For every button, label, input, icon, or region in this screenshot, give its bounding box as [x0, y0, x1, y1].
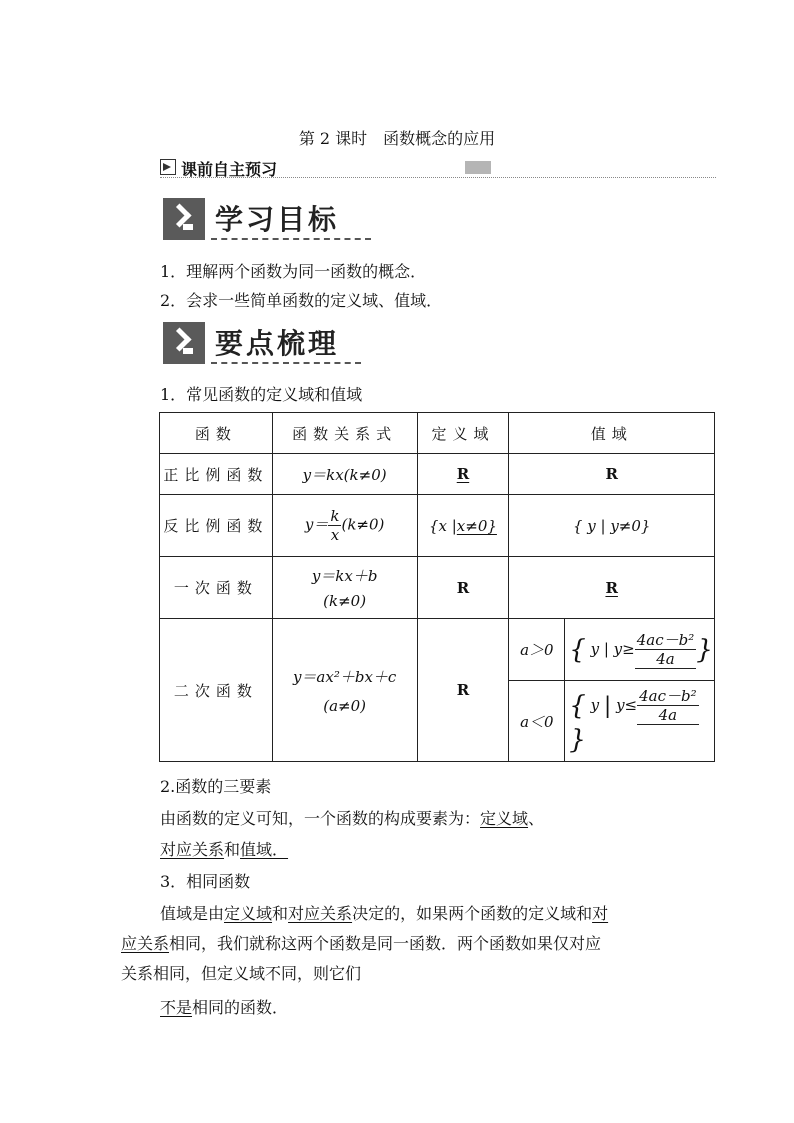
check-arrow-icon [163, 198, 205, 240]
table-row: 正比例函数 y＝kx(k≠0) R R [160, 454, 715, 495]
section-bar [160, 157, 716, 179]
check-arrow-icon [163, 322, 205, 364]
heading-study-goals: 学习目标 [163, 198, 373, 242]
paragraph-3-line4: 不是相同的函数． [160, 998, 289, 1017]
paragraph-2-line2: 对应关系和值域． [160, 840, 289, 859]
paragraph-2-line1: 由函数的定义可知，一个函数的构成要素为：定义域、 [160, 809, 545, 828]
sub-heading-1: 1．常见函数的定义域和值域 [160, 385, 363, 404]
sub-heading-2: 2.函数的三要素 [160, 777, 272, 796]
sub-heading-3: 3．相同函数 [160, 872, 251, 891]
paragraph-3-line2: 应关系相同，我们就称这两个函数是同一函数．两个函数如果仅对应 [121, 934, 602, 953]
function-table [159, 412, 715, 762]
section-dotted-rule [160, 177, 716, 178]
section-label: 课前自主预习 [181, 160, 278, 179]
table-row: a＜0 { y | y≤ $\frac{\text{4ac－b²}}{4a}$ } [160, 681, 715, 762]
table-header-row: 函数 函数关系式 定义域 值域 [160, 413, 715, 454]
paragraph-3-line1: 值域是由定义域和对应关系决定的，如果两个函数的定义域和对 [160, 904, 609, 923]
goal-2: 2．会求一些简单函数的定义域、值域． [160, 291, 443, 310]
table-row: 反比例函数 y＝ $\frac{k}{x}$ (k≠0) {x |x≠0} { y | y≠0} [160, 495, 715, 557]
page-title: 第 2 课时 函数概念的应用 [298, 129, 496, 148]
paragraph-3-line3: 关系相同，但定义域不同，则它们 [121, 964, 362, 983]
goal-1: 1．理解两个函数为同一函数的概念． [160, 262, 427, 281]
table-row: 一次函数 y＝kx＋b (k≠0) R R [160, 557, 715, 619]
heading-key-points: 要点梳理 [163, 322, 363, 366]
play-box-icon [160, 159, 176, 175]
section-grey-block [465, 161, 491, 174]
table-row: 二次函数 y＝ax²＋bx＋c (a≠0) R a＞0 { y | y≥ $\frac{\text{4ac－b²}}{4a}$ } [160, 619, 715, 681]
